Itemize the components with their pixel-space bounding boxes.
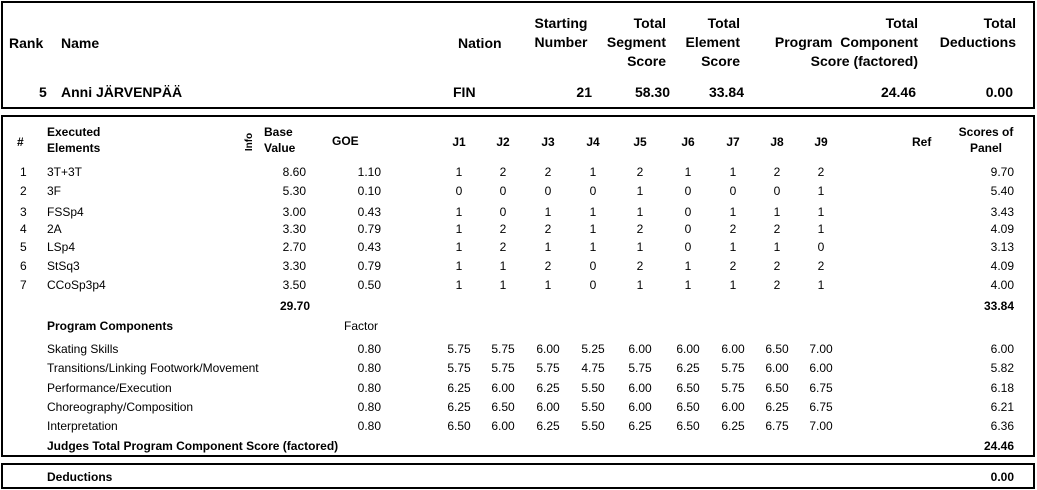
component-judge-score: 6.00 — [721, 400, 745, 414]
component-judge-score: 6.50 — [676, 400, 700, 414]
element-panel-score: 4.09 — [990, 259, 1014, 273]
component-judge-score: 5.75 — [628, 361, 652, 375]
component-judge-score: 5.25 — [581, 342, 605, 356]
element-judge-score: 0 — [684, 205, 692, 219]
element-judge-score: 1 — [455, 259, 463, 273]
component-judge-score: 4.75 — [581, 361, 605, 375]
element-judge-score: 1 — [455, 205, 463, 219]
component-judge-score: 6.50 — [491, 400, 515, 414]
skater-starting-number: 21 — [576, 84, 592, 100]
element-panel-score: 4.09 — [990, 222, 1014, 236]
element-judge-score: 2 — [773, 222, 781, 236]
component-judge-score: 6.50 — [447, 419, 471, 433]
component-judge-score: 5.75 — [536, 361, 560, 375]
element-judge-score: 2 — [544, 222, 552, 236]
element-judge-score: 1 — [544, 205, 552, 219]
component-judge-score: 5.50 — [581, 400, 605, 414]
element-goe: 0.79 — [357, 259, 381, 273]
element-judge-score: 1 — [817, 278, 825, 292]
component-judge-score: 5.75 — [447, 342, 471, 356]
component-judge-score: 6.00 — [536, 342, 560, 356]
deductions-value: 0.00 — [990, 470, 1014, 484]
component-factor: 0.80 — [357, 419, 381, 433]
element-judge-score: 1 — [455, 278, 463, 292]
judges-total-pcs-value: 24.46 — [983, 439, 1014, 453]
component-judge-score: 6.50 — [676, 381, 700, 395]
component-factor: 0.80 — [357, 400, 381, 414]
component-panel-score: 6.36 — [990, 419, 1014, 433]
element-judge-score: 0 — [544, 184, 552, 198]
judge-header-7: J7 — [726, 135, 740, 149]
component-judge-score: 6.25 — [447, 381, 471, 395]
component-judge-score: 5.75 — [721, 361, 745, 375]
header-goe: GOE — [332, 134, 359, 148]
header-base-value: Base Value — [264, 125, 296, 155]
component-judge-score: 5.75 — [491, 342, 515, 356]
component-judge-score: 5.50 — [581, 419, 605, 433]
element-number: 1 — [20, 165, 27, 179]
header-element-number: # — [17, 135, 24, 149]
element-number: 5 — [20, 240, 27, 254]
element-base-value: 3.30 — [282, 222, 306, 236]
element-name: 3F — [47, 184, 62, 198]
skater-program-component-score: 24.46 — [880, 84, 916, 100]
judge-header-2: J2 — [496, 135, 510, 149]
skater-name: Anni JÄRVENPÄÄ — [61, 84, 183, 100]
element-judge-score: 0 — [817, 240, 825, 254]
component-panel-score: 5.82 — [990, 361, 1014, 375]
element-judge-score: 1 — [544, 278, 552, 292]
component-judge-score: 5.50 — [581, 381, 605, 395]
element-panel-score: 4.00 — [990, 278, 1014, 292]
element-base-value: 3.00 — [282, 205, 306, 219]
element-judge-score: 2 — [729, 259, 737, 273]
component-panel-score: 6.18 — [990, 381, 1014, 395]
component-judge-score: 6.75 — [765, 419, 789, 433]
component-judge-score: 6.25 — [676, 361, 700, 375]
component-judge-score: 6.75 — [809, 381, 833, 395]
component-name: Skating Skills — [47, 342, 119, 356]
skater-total-element-score: 33.84 — [708, 84, 744, 100]
component-panel-score: 6.00 — [990, 342, 1014, 356]
judge-header-3: J3 — [541, 135, 555, 149]
element-judge-score: 2 — [773, 165, 781, 179]
component-judge-score: 5.75 — [491, 361, 515, 375]
element-judge-score: 1 — [544, 240, 552, 254]
element-base-value: 3.30 — [282, 259, 306, 273]
element-number: 7 — [20, 278, 27, 292]
component-name: Performance/Execution — [47, 381, 172, 395]
element-judge-score: 1 — [817, 205, 825, 219]
program-components-title: Program Components — [47, 319, 174, 333]
element-judge-score: 1 — [499, 259, 507, 273]
element-panel-score: 3.43 — [990, 205, 1014, 219]
component-judge-score: 6.00 — [491, 381, 515, 395]
component-factor: 0.80 — [357, 342, 381, 356]
element-judge-score: 2 — [544, 165, 552, 179]
element-judge-score: 1 — [589, 165, 597, 179]
skater-total-deductions: 0.00 — [985, 84, 1013, 100]
header-total-deductions: Total Deductions — [939, 15, 1016, 50]
element-name: FSSp4 — [47, 205, 84, 219]
element-judge-score: 1 — [455, 240, 463, 254]
element-judge-score: 1 — [729, 278, 737, 292]
element-judge-score: 1 — [636, 240, 644, 254]
element-judge-score: 1 — [455, 165, 463, 179]
header-scores-of-panel: Scores of Panel — [958, 125, 1014, 155]
element-judge-score: 1 — [729, 205, 737, 219]
element-judge-score: 1 — [684, 259, 692, 273]
header-total-segment-score: Total Segment Score — [606, 15, 666, 69]
element-judge-score: 0 — [684, 240, 692, 254]
header-program-component-score: Total Program Component Score (factored) — [774, 15, 918, 69]
header-info: Info — [244, 132, 256, 152]
component-judge-score: 6.25 — [628, 419, 652, 433]
element-judge-score: 0 — [499, 205, 507, 219]
judge-header-8: J8 — [770, 135, 784, 149]
component-judge-score: 6.25 — [721, 419, 745, 433]
element-goe: 0.79 — [357, 222, 381, 236]
skater-nation: FIN — [453, 84, 476, 100]
elements-score-total: 33.84 — [983, 299, 1014, 313]
component-judge-score: 6.00 — [628, 381, 652, 395]
component-panel-score: 6.21 — [990, 400, 1014, 414]
element-judge-score: 2 — [636, 259, 644, 273]
element-judge-score: 0 — [773, 184, 781, 198]
element-goe: 0.10 — [357, 184, 381, 198]
element-judge-score: 1 — [636, 184, 644, 198]
component-judge-score: 6.00 — [809, 361, 833, 375]
header-nation: Nation — [458, 35, 502, 51]
element-name: CCoSp3p4 — [47, 278, 106, 292]
element-judge-score: 1 — [729, 240, 737, 254]
header-rank: Rank — [9, 35, 44, 51]
element-number: 4 — [20, 222, 27, 236]
judge-header-5: J5 — [633, 135, 647, 149]
component-judge-score: 6.50 — [765, 342, 789, 356]
component-judge-score: 5.75 — [721, 381, 745, 395]
element-number: 6 — [20, 259, 27, 273]
skater-total-segment-score: 58.30 — [634, 84, 670, 100]
deductions-label: Deductions — [47, 470, 113, 484]
component-name: Interpretation — [47, 419, 118, 433]
element-judge-score: 0 — [729, 184, 737, 198]
element-judge-score: 2 — [499, 165, 507, 179]
component-judge-score: 6.75 — [809, 400, 833, 414]
element-judge-score: 1 — [729, 165, 737, 179]
element-judge-score: 1 — [499, 278, 507, 292]
element-name: 3T+3T — [47, 165, 83, 179]
deductions-panel — [1, 463, 1035, 489]
component-judge-score: 6.25 — [536, 419, 560, 433]
element-judge-score: 1 — [636, 278, 644, 292]
component-judge-score: 6.00 — [676, 342, 700, 356]
element-judge-score: 2 — [636, 165, 644, 179]
component-judge-score: 6.00 — [491, 419, 515, 433]
skater-rank: 5 — [39, 84, 47, 100]
element-judge-score: 2 — [729, 222, 737, 236]
judge-header-6: J6 — [681, 135, 695, 149]
component-judge-score: 6.00 — [721, 342, 745, 356]
component-judge-score: 6.25 — [447, 400, 471, 414]
element-judge-score: 1 — [773, 240, 781, 254]
component-judge-score: 6.00 — [628, 342, 652, 356]
element-name: LSp4 — [47, 240, 76, 254]
component-judge-score: 6.00 — [628, 400, 652, 414]
element-name: 2A — [47, 222, 62, 236]
element-judge-score: 1 — [773, 205, 781, 219]
element-judge-score: 2 — [773, 259, 781, 273]
element-panel-score: 5.40 — [990, 184, 1014, 198]
element-number: 3 — [20, 205, 27, 219]
element-judge-score: 1 — [589, 222, 597, 236]
element-judge-score: 0 — [589, 184, 597, 198]
component-judge-score: 6.50 — [676, 419, 700, 433]
component-judge-score: 6.25 — [536, 381, 560, 395]
element-panel-score: 3.13 — [990, 240, 1014, 254]
component-name: Transitions/Linking Footwork/Movement — [47, 361, 259, 375]
element-judge-score: 1 — [455, 222, 463, 236]
element-base-value: 8.60 — [282, 165, 306, 179]
element-base-value: 3.50 — [282, 278, 306, 292]
element-goe: 0.50 — [357, 278, 381, 292]
element-number: 2 — [20, 184, 27, 198]
element-judge-score: 1 — [684, 278, 692, 292]
judge-header-9: J9 — [814, 135, 828, 149]
element-goe: 0.43 — [357, 205, 381, 219]
header-ref: Ref — [912, 135, 932, 149]
element-judge-score: 1 — [817, 184, 825, 198]
element-base-value: 5.30 — [282, 184, 306, 198]
element-panel-score: 9.70 — [990, 165, 1014, 179]
element-base-value: 2.70 — [282, 240, 306, 254]
component-judge-score: 6.50 — [765, 381, 789, 395]
header-name: Name — [61, 35, 100, 51]
factor-label: Factor — [344, 319, 379, 333]
judge-header-4: J4 — [586, 135, 600, 149]
base-value-total: 29.70 — [279, 299, 310, 313]
component-factor: 0.80 — [357, 361, 381, 375]
element-judge-score: 1 — [589, 240, 597, 254]
component-judge-score: 7.00 — [809, 342, 833, 356]
element-judge-score: 0 — [589, 278, 597, 292]
element-judge-score: 2 — [636, 222, 644, 236]
header-total-element-score: Total Element Score — [685, 15, 740, 69]
component-judge-score: 6.00 — [765, 361, 789, 375]
component-judge-score: 7.00 — [809, 419, 833, 433]
element-judge-score: 2 — [817, 259, 825, 273]
component-judge-score: 5.75 — [447, 361, 471, 375]
judges-total-pcs-label: Judges Total Program Component Score (factored) — [47, 439, 339, 453]
element-judge-score: 0 — [499, 184, 507, 198]
element-judge-score: 0 — [589, 259, 597, 273]
element-judge-score: 0 — [684, 222, 692, 236]
component-judge-score: 6.25 — [765, 400, 789, 414]
element-judge-score: 2 — [544, 259, 552, 273]
component-factor: 0.80 — [357, 381, 381, 395]
judge-header-1: J1 — [452, 135, 466, 149]
element-judge-score: 2 — [499, 222, 507, 236]
element-judge-score: 2 — [773, 278, 781, 292]
component-name: Choreography/Composition — [47, 400, 194, 414]
element-judge-score: 0 — [455, 184, 463, 198]
element-judge-score: 1 — [684, 165, 692, 179]
element-judge-score: 1 — [817, 222, 825, 236]
element-goe: 1.10 — [357, 165, 381, 179]
header-starting-number: Starting Number — [534, 15, 588, 50]
element-judge-score: 2 — [817, 165, 825, 179]
element-name: StSq3 — [47, 259, 80, 273]
element-judge-score: 2 — [499, 240, 507, 254]
element-goe: 0.43 — [357, 240, 381, 254]
header-executed-elements: Executed Elements — [47, 125, 101, 155]
element-judge-score: 1 — [589, 205, 597, 219]
element-judge-score: 1 — [636, 205, 644, 219]
component-judge-score: 6.00 — [536, 400, 560, 414]
element-judge-score: 0 — [684, 184, 692, 198]
